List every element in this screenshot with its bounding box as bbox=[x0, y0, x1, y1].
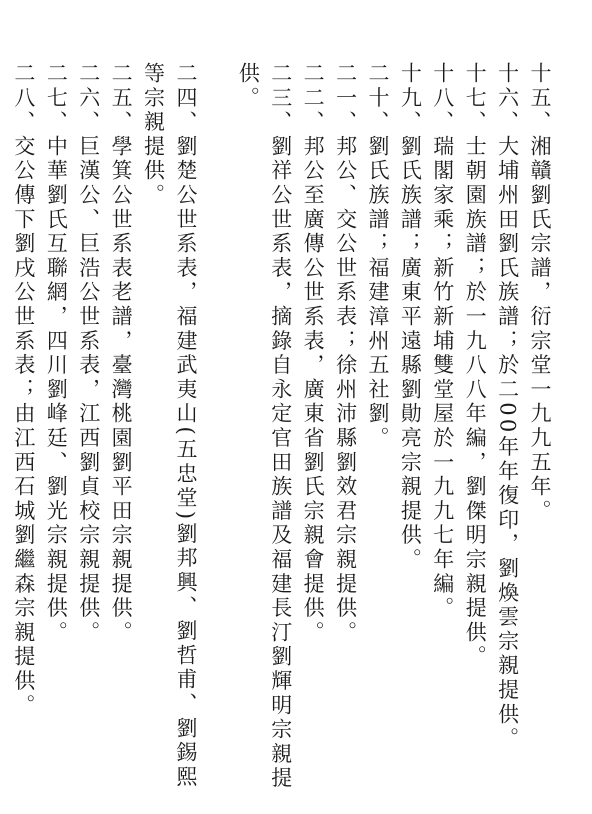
reference-entry-21 bbox=[329, 62, 361, 802]
entry-number: 十九、 bbox=[398, 62, 423, 135]
entry-text: 劉氏族譜；廣東平遠縣劉勛亮宗親提供。 bbox=[398, 134, 423, 573]
entry-number: 十五、 bbox=[528, 62, 552, 135]
entry-number: 二六、 bbox=[76, 62, 101, 135]
reference-list bbox=[11, 62, 556, 802]
entry-text: 瑞閣家乘；新竹新埔雙堂屋於一九九七年編。 bbox=[430, 134, 455, 621]
reference-entry-25 bbox=[105, 62, 137, 802]
entry-text: 大埔州田劉氏族譜；於二00年年復印，劉煥雲宗親提供。 bbox=[495, 134, 520, 752]
entry-number: 二二、 bbox=[301, 62, 326, 135]
reference-entry-26 bbox=[72, 62, 104, 802]
reference-entry-23 bbox=[232, 62, 297, 802]
reference-entry-22 bbox=[297, 62, 329, 802]
entry-text: 邦公、交公世系表；徐州沛縣劉效君宗親提供。 bbox=[333, 134, 358, 646]
reference-entry-16 bbox=[491, 62, 523, 802]
reference-entry-17 bbox=[459, 62, 491, 802]
entry-text: 劉氏族譜；福建漳州五社劉。 bbox=[365, 134, 390, 451]
reference-entry-15 bbox=[524, 62, 556, 802]
reference-entry-19 bbox=[394, 62, 426, 802]
entry-text: 士朝園族譜；於一九八八年編，劉傑明宗親提供。 bbox=[463, 134, 488, 670]
reference-entry-20 bbox=[362, 62, 394, 802]
entry-text: 巨漢公、巨浩公世系表，江西劉貞校宗親提供。 bbox=[76, 134, 101, 646]
entry-text: 劉楚公世系表，福建武夷山(五忠堂)劉邦興、劉哲甫、劉錫熙等宗親提供。 bbox=[141, 62, 198, 790]
entry-number: 二五、 bbox=[109, 62, 134, 135]
entry-text: 中華劉氏互聯網，四川劉峰廷、劉光宗親提供。 bbox=[44, 134, 69, 646]
entry-text: 交公傳下劉戌公世系表；由江西石城劉繼森宗親提供。 bbox=[11, 134, 36, 719]
entry-text: 邦公至廣傳公世系表，廣東省劉氏宗親會提供。 bbox=[301, 134, 326, 646]
entry-number: 二三、 bbox=[268, 62, 293, 135]
entry-number: 二十、 bbox=[365, 62, 390, 135]
entry-number: 二四、 bbox=[173, 62, 198, 135]
entry-number: 十六、 bbox=[495, 62, 520, 135]
entry-number: 十八、 bbox=[430, 62, 455, 135]
entry-number: 二七、 bbox=[44, 62, 69, 135]
reference-entry-18 bbox=[426, 62, 458, 802]
column-gap bbox=[202, 62, 232, 802]
reference-entry-24 bbox=[137, 62, 202, 802]
entry-text: 湘贛劉氏宗譜，衍宗堂一九九五年。 bbox=[528, 134, 552, 524]
entry-text: 劉祥公世系表，摘錄自永定官田族譜及福建長汀劉輝明宗親提供。 bbox=[236, 62, 293, 792]
entry-text: 學箕公世系表老譜，臺灣桃園劉平田宗親提供。 bbox=[109, 134, 134, 646]
entry-number: 二八、 bbox=[11, 62, 36, 135]
entry-number: 二一、 bbox=[333, 62, 358, 135]
reference-entry-28 bbox=[8, 62, 40, 802]
entry-number: 十七、 bbox=[463, 62, 488, 135]
reference-entry-27 bbox=[40, 62, 72, 802]
